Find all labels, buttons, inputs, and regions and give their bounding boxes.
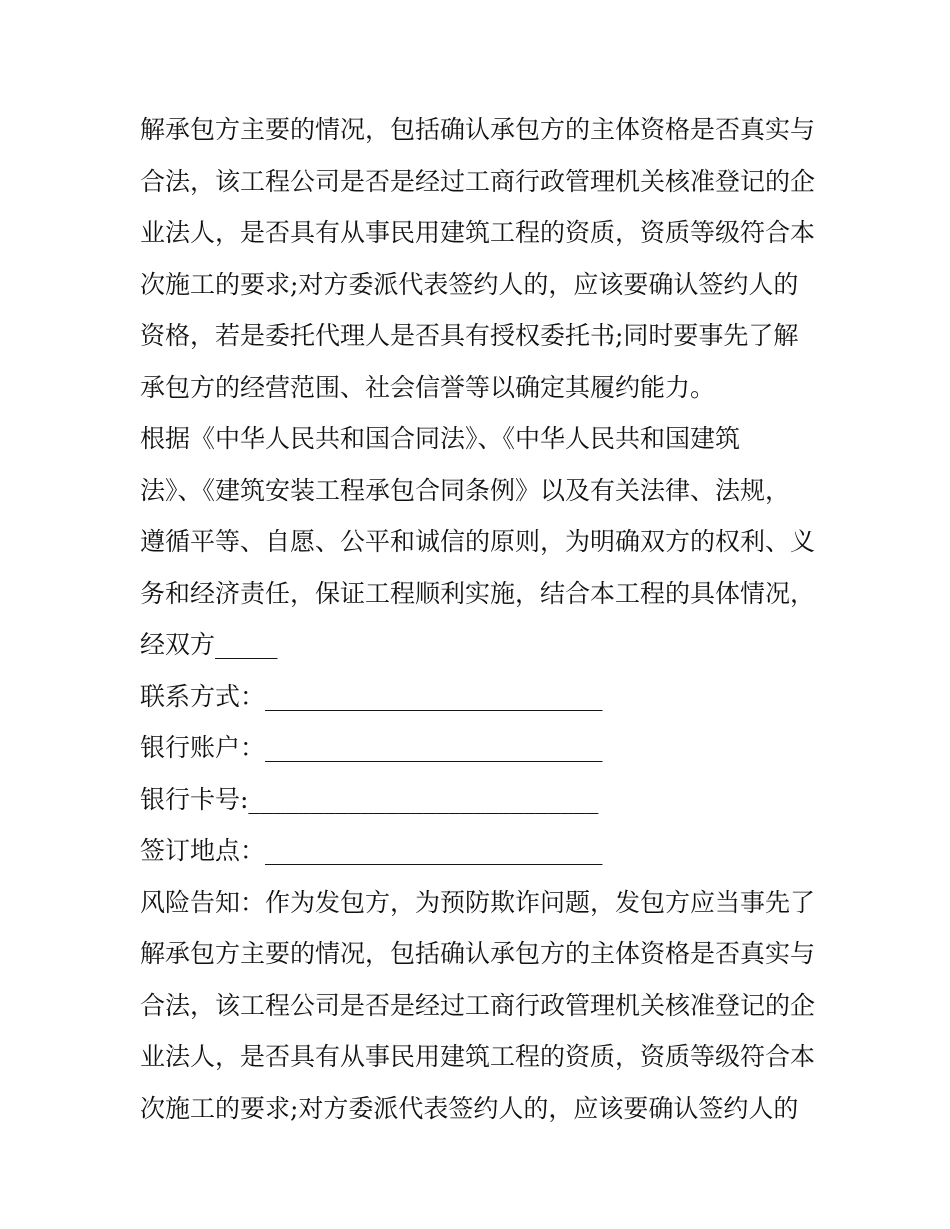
bank-account-field: 银行账户：___________________________ <box>140 733 603 762</box>
risk-notice-line: 风险告知：作为发包方，为预防欺诈问题，发包方应当事先了 <box>140 887 816 917</box>
text-line: 务和经济责任，保证工程顺利实施，结合本工程的具体情况， <box>140 578 816 608</box>
text-line: 根据《中华人民共和国合同法》、《中华人民共和国建筑 <box>140 424 741 453</box>
text-line: 法》、《建筑安装工程承包合同条例》以及有关法律、法规， <box>140 475 791 505</box>
contact-field: 联系方式：___________________________ <box>140 681 603 711</box>
text-line: 资格，若是委托代理人是否具有授权委托书;同时要事先了解 <box>140 321 799 350</box>
text-line: 承包方的经营范围、社会信誉等以确定其履约能力。 <box>140 372 716 402</box>
document-page <box>140 104 820 1134</box>
text-line: 合法，该工程公司是否是经过工商行政管理机关核准登记的企 <box>140 166 816 196</box>
signing-location-field: 签订地点：___________________________ <box>140 836 603 865</box>
text-line: 业法人，是否具有从事民用建筑工程的资质，资质等级符合本 <box>140 1042 816 1071</box>
bank-card-field: 银行卡号:____________________________ <box>140 784 599 814</box>
text-line: 合法，该工程公司是否是经过工商行政管理机关核准登记的企 <box>140 990 816 1020</box>
text-line: 解承包方主要的情况，包括确认承包方的主体资格是否真实与 <box>140 115 816 144</box>
text-line: 业法人，是否具有从事民用建筑工程的资质，资质等级符合本 <box>140 218 816 247</box>
text-line: 解承包方主要的情况，包括确认承包方的主体资格是否真实与 <box>140 939 816 968</box>
text-line: 次施工的要求;对方委派代表签约人的，应该要确认签约人的 <box>140 1093 799 1123</box>
party-agreement-line: 经双方_____ <box>140 630 278 659</box>
text-line: 次施工的要求;对方委派代表签约人的，应该要确认签约人的 <box>140 269 799 299</box>
text-line: 遵循平等、自愿、公平和诚信的原则，为明确双方的权利、义 <box>140 527 816 556</box>
